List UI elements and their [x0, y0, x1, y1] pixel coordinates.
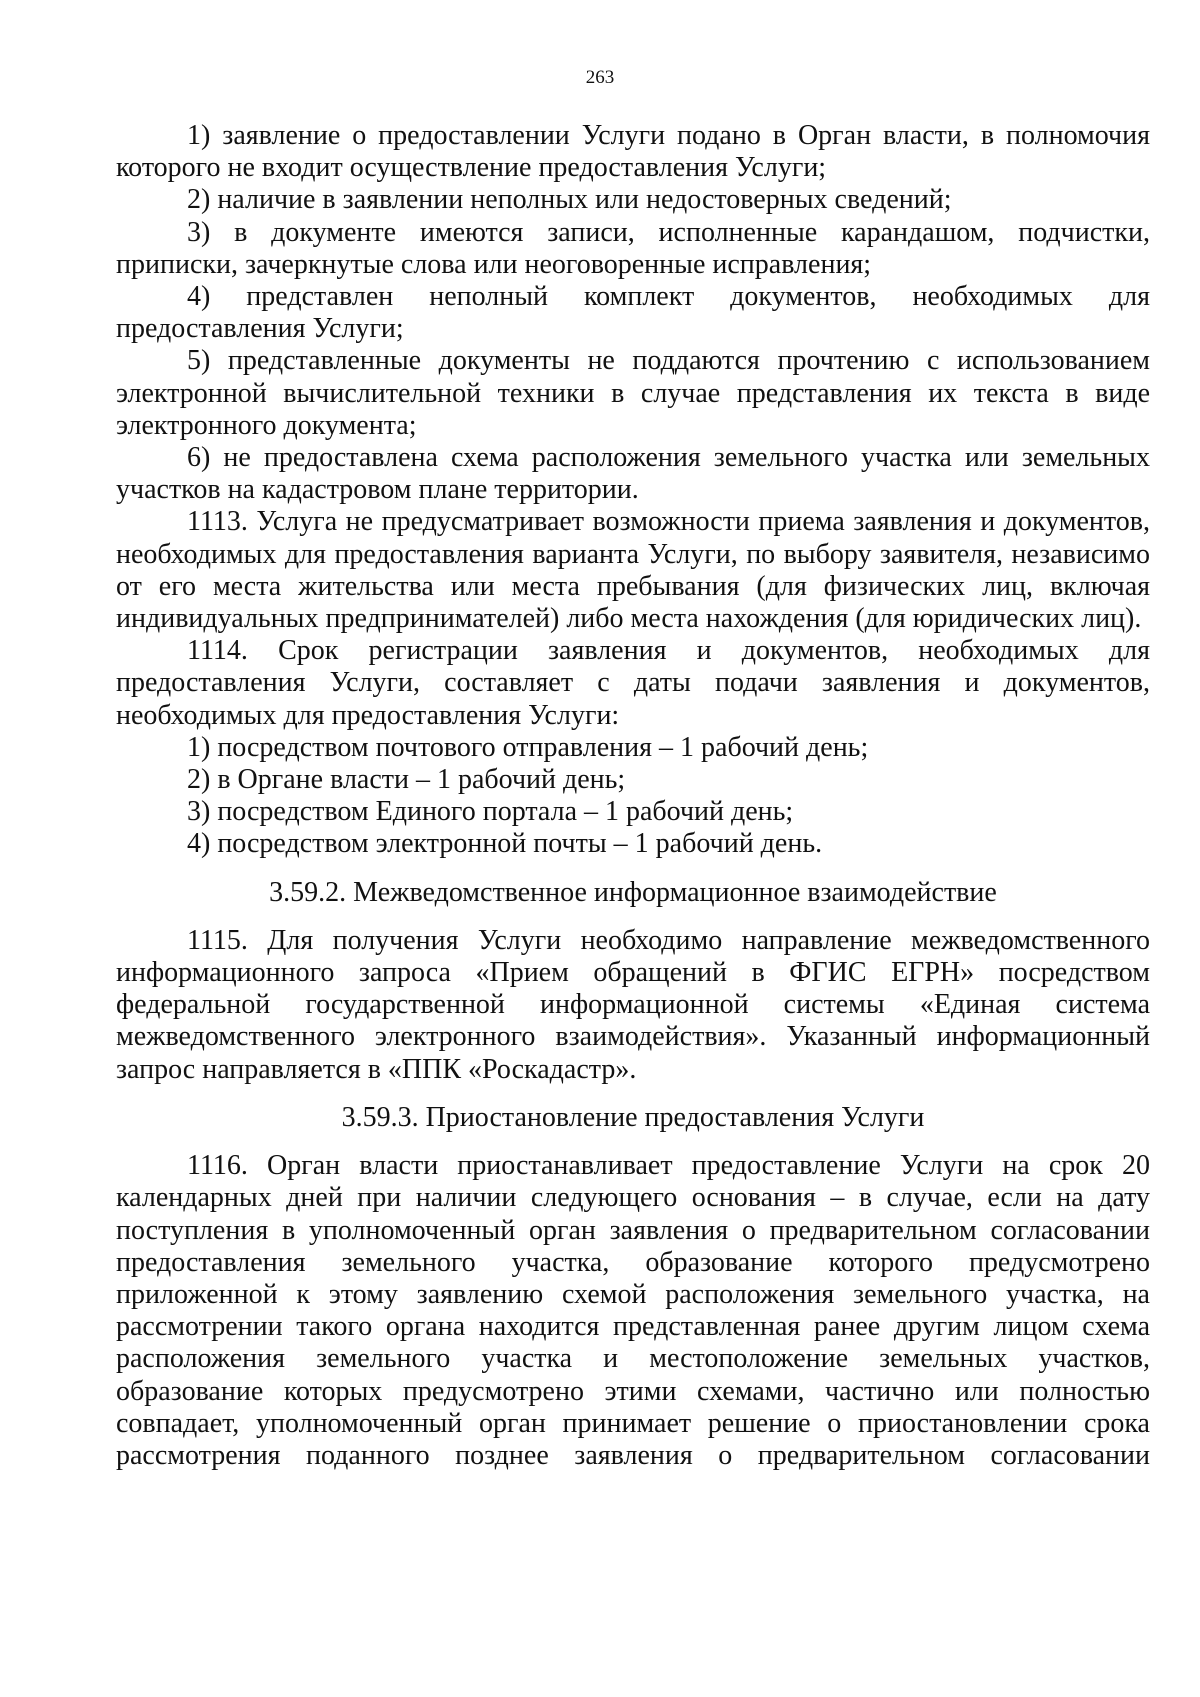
list-item: 4) представлен неполный комплект документов, необходимых для предоставления Услуги;: [116, 281, 1150, 345]
list-item: 4) посредством электронной почты – 1 рабочий день.: [187, 828, 823, 860]
paragraph-1114: 1114. Срок регистрации заявления и документов, необходимых для предоставления Услуги, составляет с даты подачи заявления и документов, необходимых для предоставления Услуги:: [116, 635, 1150, 731]
list-item: 1) посредством почтового отправления – 1 рабочий день;: [187, 731, 869, 763]
paragraph-1115: 1115. Для получения Услуги необходимо направление межведомственного информационного запроса «Прием обращений в ФГИС ЕГРН» посредством федеральной государственной информационной системы «Единая система межведомственного электронного взаимодействия». Указанный информационный запрос направляется в «ППК «Роскадастр».: [116, 924, 1150, 1085]
list-item: 2) в Органе власти – 1 рабочий день;: [187, 764, 626, 796]
section-heading-3-59-3: 3.59.3. Приостановление предоставления Услуги: [341, 1101, 925, 1133]
list-item: 3) посредством Единого портала – 1 рабочий день;: [187, 796, 794, 828]
page-number: 263: [585, 67, 615, 88]
list-item: 3) в документе имеются записи, исполненные карандашом, подчистки, приписки, зачеркнутые слова или неоговоренные исправления;: [116, 216, 1150, 280]
paragraph-1113: 1113. Услуга не предусматривает возможности приема заявления и документов, необходимых для предоставления варианта Услуги, по выбору заявителя, независимо от его места жительства или места пребывания (для физических лиц, включая индивидуальных предпринимателей) либо места нахождения (для юридических лиц).: [116, 506, 1150, 635]
document-body: [116, 120, 1150, 1472]
paragraph-1116: 1116. Орган власти приостанавливает предоставление Услуги на срок 20 календарных дней при наличии следующего основания – в случае, если на дату поступления в уполномоченный орган заявления о предварительном согласовании предоставления земельного участка, образование которого предусмотрено приложенной к этому заявлению схемой расположения земельного участка, на рассмотрении такого органа находится представленная ранее другим лицом схема расположения земельного участка и местоположение земельных участков, образование которых предусмотрено этими схемами, частично или полностью совпадает, уполномоченный орган принимает решение о приостановлении срока рассмотрения поданного позднее заявления о предварительном согласовании: [116, 1150, 1150, 1471]
list-item: 5) представленные документы не поддаются прочтению с использованием электронной вычислительной техники в случае представления их текста в виде электронного документа;: [116, 345, 1150, 441]
list-item: 1) заявление о предоставлении Услуги подано в Орган власти, в полномочия которого не входит осуществление предоставления Услуги;: [116, 120, 1150, 184]
list-item: 6) не предоставлена схема расположения земельного участка или земельных участков на кадастровом плане территории.: [116, 442, 1150, 506]
section-heading-3-59-2: 3.59.2. Межведомственное информационное взаимодействие: [269, 876, 997, 908]
list-item: 2) наличие в заявлении неполных или недостоверных сведений;: [187, 184, 952, 216]
